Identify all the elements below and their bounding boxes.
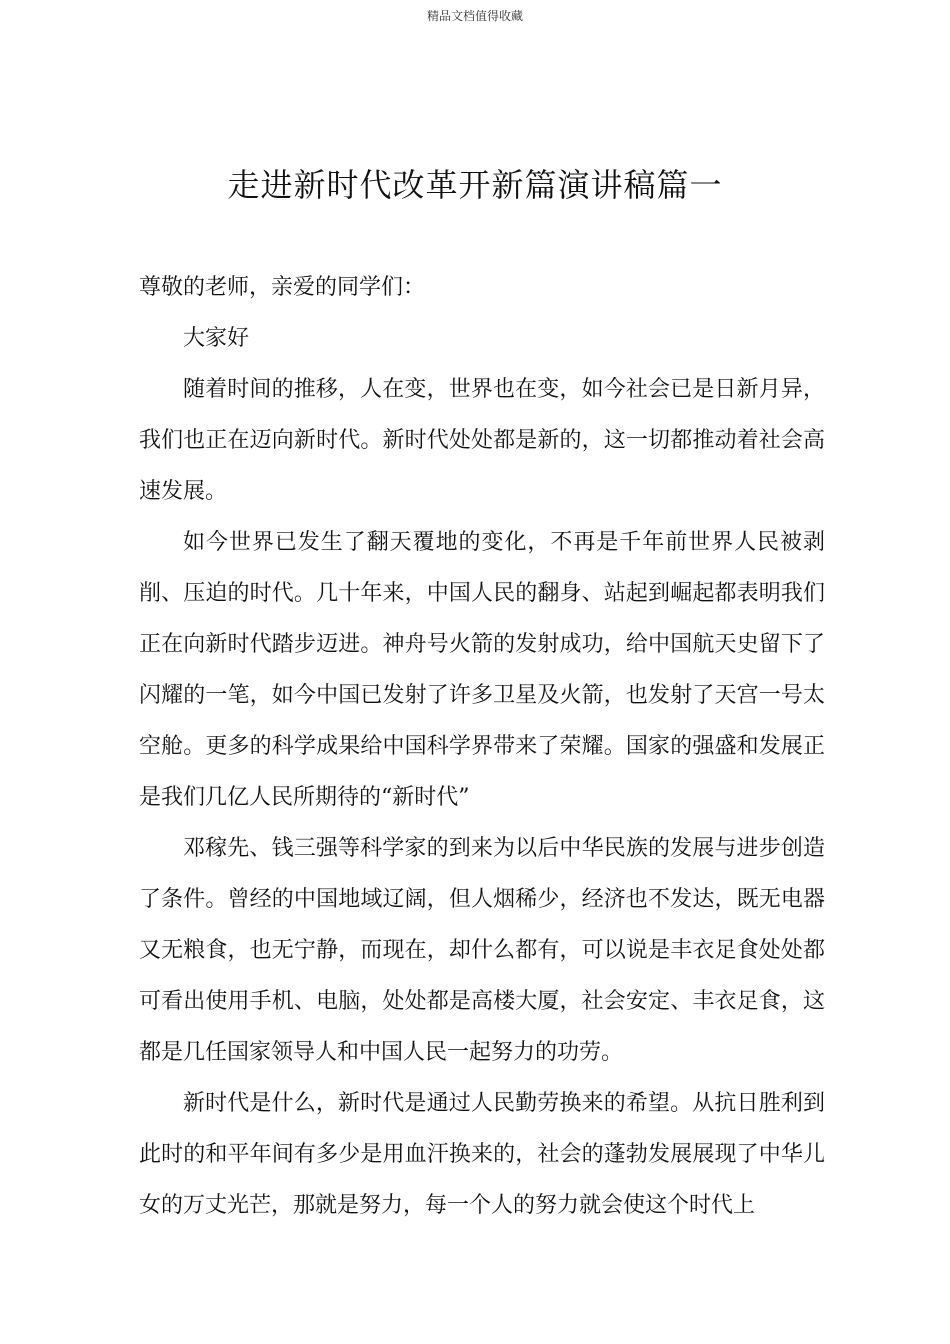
page-header: 精品文档值得收藏 — [426, 9, 523, 23]
greeting: 大家好 — [183, 326, 250, 351]
document-body — [139, 262, 825, 1231]
document-title: 走进新时代改革开新篇演讲稿篇一 — [227, 166, 723, 204]
paragraph-1: 随着时间的推移，人在变，世界也在变，如今社会已是日新月异，我们也正在迈向新时代。新时代处处都是新的，这一切都推动着社会高速发展。 — [139, 377, 825, 504]
paragraph-4: 新时代是什么，新时代是通过人民勤劳换来的希望。从抗日胜利到此时的和平年间有多少是用血汗换来的，社会的蓬勃发展展现了中华儿女的万丈光芒，那就是努力，每一个人的努力就会使这个时代上 — [139, 1091, 825, 1218]
salutation: 尊敬的老师，亲爱的同学们： — [139, 275, 426, 300]
paragraph-3: 邓稼先、钱三强等科学家的到来为以后中华民族的发展与进步创造了条件。曾经的中国地域辽阔，但人烟稀少，经济也不发达，既无电器又无粮食，也无宁静，而现在，却什么都有，可以说是丰衣足食处处都可看出使用手机、电脑，处处都是高楼大厦，社会安定、丰衣足食，这都是几任国家领导人和中国人民一起努力的功劳。 — [139, 836, 825, 1065]
paragraph-2: 如今世界已发生了翻天覆地的变化，不再是千年前世界人民被剥削、压迫的时代。几十年来，中国人民的翻身、站起到崛起都表明我们正在向新时代踏步迈进。神舟号火箭的发射成功，给中国航天史留下了闪耀的一笔，如今中国已发射了许多卫星及火箭，也发射了天宫一号太空舱。更多的科学成果给中国科学界带来了荣耀。国家的强盛和发展正是我们几亿人民所期待的“新时代” — [139, 530, 825, 810]
